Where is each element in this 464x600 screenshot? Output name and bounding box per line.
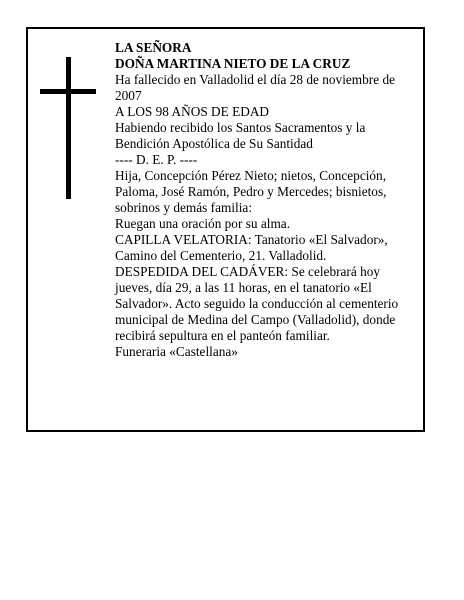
sacraments-text: Habiendo recibido los Santos Sacramentos y la Bendición Apostólica de Su Santidad <box>115 120 366 151</box>
obituary-notice <box>26 27 425 432</box>
cross-horizontal-bar <box>40 89 96 94</box>
prayer-request: Ruegan una oración por su alma. <box>115 216 291 231</box>
death-info: Ha fallecido en Valladolid el día 28 de noviembre de 2007 <box>115 72 396 103</box>
funeral-home: Funeraria «Castellana» <box>115 344 238 359</box>
cross-icon <box>40 57 96 199</box>
deceased-name: DOÑA MARTINA NIETO DE LA CRUZ <box>115 56 351 71</box>
obituary-text <box>115 40 412 360</box>
family-text: Hija, Concepción Pérez Nieto; nietos, Concepción, Paloma, José Ramón, Pedro y Mercedes; bisnietos, sobrinos y demás familia: <box>115 168 387 215</box>
chapel-info: CAPILLA VELATORIA: Tanatorio «El Salvador», Camino del Cementerio, 21. Valladolid. <box>115 232 388 263</box>
notice-title: LA SEÑORA <box>115 40 192 55</box>
farewell-info: DESPEDIDA DEL CADÁVER: Se celebrará hoy jueves, día 29, a las 11 horas, en el tanatorio «El Salvador». Acto seguido la conducción al cementerio municipal de Medina del Campo (Valladolid), donde recibirá sepultura en el panteón familiar. <box>115 264 399 343</box>
rest-in-peace: ---- D. E. P. ---- <box>115 152 198 167</box>
age-line: A LOS 98 AÑOS DE EDAD <box>115 104 270 119</box>
cross-vertical-bar <box>66 57 71 199</box>
